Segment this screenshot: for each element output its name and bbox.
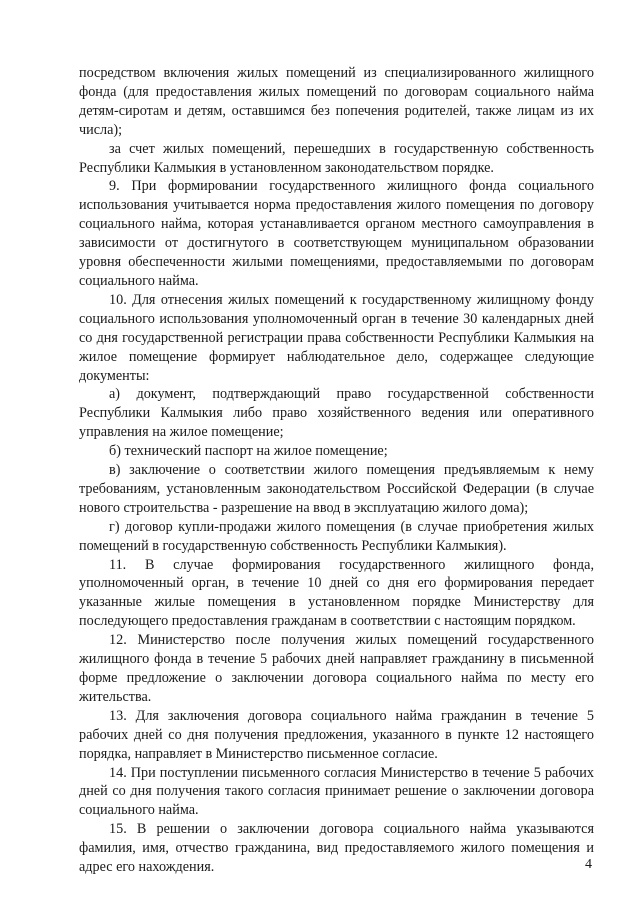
paragraph: б) технический паспорт на жилое помещение; xyxy=(109,443,388,460)
paragraph: за счет жилых помещений, перешедших в государственную собственность Республики Калмыкия в установленном законодательством порядке. xyxy=(79,140,594,176)
paragraph: а) документ, подтверждающий право государственной собственности Республики Калмыкия либо право хозяйственного ведения или оперативного управления на жилое помещение; xyxy=(79,386,594,441)
document-body xyxy=(79,64,594,877)
paragraph: в) заключение о соответствии жилого помещения предъявляемым к нему требованиям, установленным законодательством Российской Федерации (в случае нового строительства - разрешение на ввод в эксплуатацию жилого дома); xyxy=(79,462,594,516)
paragraph: посредством включения жилых помещений из специализированного жилищного фонда (для предоставления жилых помещений по договорам социального найма детям-сиротам и детям, оставшимся без попечения родителей, также лицам из их числа); xyxy=(79,65,594,138)
paragraph: 15. В решении о заключении договора социального найма указываются фамилия, имя, отчество гражданина, вид предоставляемого жилого помещения и адрес его нахождения. xyxy=(79,821,594,876)
paragraph: 10. Для отнесения жилых помещений к государственному жилищному фонду социального использования уполномоченный орган в течение 30 календарных дней со дня государственной регистрации права собственности Республики Калмыкия на жилое помещение формирует наблюдательное дело, содержащее следующие документы: xyxy=(79,291,594,384)
paragraph: 9. При формировании государственного жилищного фонда социального использования учитывается норма предоставления жилого помещения по договору социального найма, которая устанавливается органом местного самоуправления в зависимости от достигнутого в соответствующем муниципальном образовании уровня обеспеченности жилыми помещениями, предоставляемыми по договорам социального найма. xyxy=(79,178,594,289)
paragraph: 11. В случае формирования государственного жилищного фонда, уполномоченный орган, в течение 10 дней со дня его формирования передает указанные жилые помещения в установленном порядке Министерству для последующего предоставления гражданам в соответствии с настоящим порядком. xyxy=(79,556,594,630)
page-number: 4 xyxy=(585,857,592,872)
paragraph: 14. При поступлении письменного согласия Министерство в течение 5 рабочих дней со дня получения такого согласия принимает решение о заключении договора социального найма. xyxy=(79,764,594,819)
paragraph: 13. Для заключения договора социального найма гражданин в течение 5 рабочих дней со дня получения предложения, указанного в пункте 12 настоящего порядка, направляет в Министерство письменное согласие. xyxy=(79,707,594,762)
paragraph: 12. Министерство после получения жилых помещений государственного жилищного фонда в течение 5 рабочих дней направляет гражданину в письменной форме предложение о заключении договора социального найма по месту его жительства. xyxy=(79,632,594,705)
paragraph: г) договор купли-продажи жилого помещения (в случае приобретения жилых помещений в государственную собственность Республики Калмыкия). xyxy=(79,518,594,554)
